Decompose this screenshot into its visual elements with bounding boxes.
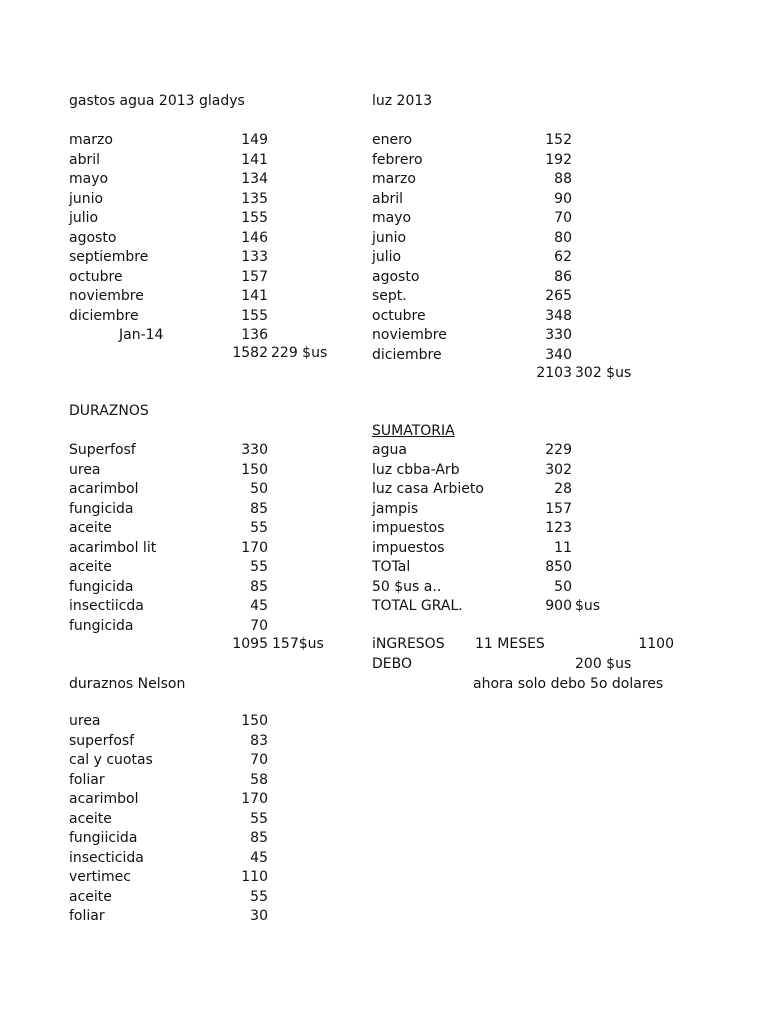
sumatoria-title: SUMATORIA (372, 423, 455, 439)
luz-title: luz 2013 (372, 93, 433, 109)
luz-row-value: 80 (554, 230, 572, 246)
agua-total: 1582 (232, 345, 268, 361)
luz-row-label: octubre (372, 308, 426, 324)
duraznos-row-value: 55 (250, 520, 268, 536)
sumatoria-row-label: 50 $us a.. (372, 579, 442, 595)
luz-row-value: 86 (554, 269, 572, 285)
luz-row-value: 62 (554, 249, 572, 265)
luz-row-value: 88 (554, 171, 572, 187)
nelson-row-value: 83 (250, 733, 268, 749)
agua-row-value: 149 (241, 132, 268, 148)
sumatoria-row-value: 157 (545, 501, 572, 517)
debt-note: ahora solo debo 5o dolares (473, 676, 664, 692)
nelson-title: duraznos Nelson (69, 676, 186, 692)
sumatoria-row-label: impuestos (372, 520, 445, 536)
nelson-row-value: 55 (250, 811, 268, 827)
agua-title: gastos agua 2013 gladys (69, 93, 245, 109)
sumatoria-row-label: TOTal (372, 559, 411, 575)
nelson-row-value: 110 (241, 869, 268, 885)
sumatoria-row-label: agua (372, 442, 407, 458)
duraznos-row-label: Superfosf (69, 442, 136, 458)
duraznos-row-value: 85 (250, 579, 268, 595)
duraznos-row-label: acarimbol lit (69, 540, 157, 556)
luz-row-label: mayo (372, 210, 412, 226)
duraznos-row-value: 150 (241, 462, 268, 478)
nelson-row-value: 150 (241, 713, 268, 729)
duraznos-row-value: 45 (250, 598, 268, 614)
luz-row-label: marzo (372, 171, 416, 187)
duraznos-row-value: 50 (250, 481, 268, 497)
duraznos-row-label: acarimbol (69, 481, 139, 497)
nelson-row-label: superfosf (69, 733, 135, 749)
duraznos-row-value: 85 (250, 501, 268, 517)
agua-row-label: mayo (69, 171, 109, 187)
agua-row-value: 136 (241, 327, 268, 343)
luz-row-value: 90 (554, 191, 572, 207)
agua-row-label: junio (69, 191, 104, 207)
sumatoria-row-value: 850 (545, 559, 572, 575)
luz-row-label: enero (372, 132, 413, 148)
agua-row-value: 146 (241, 230, 268, 246)
sumatoria-row-label: impuestos (372, 540, 445, 556)
nelson-row-label: foliar (69, 908, 105, 924)
agua-row-value: 134 (241, 171, 268, 187)
debo-value: 200 $us (575, 656, 632, 672)
debo-label: DEBO (372, 656, 413, 672)
luz-row-label: diciembre (372, 347, 442, 363)
duraznos-row-value: 170 (241, 540, 268, 556)
agua-row-label: noviembre (69, 288, 144, 304)
sumatoria-row-suffix: $us (575, 598, 601, 614)
luz-row-label: abril (372, 191, 404, 207)
luz-row-value: 152 (545, 132, 572, 148)
sumatoria-row-value: 302 (545, 462, 572, 478)
ingresos-label: iNGRESOS (372, 636, 445, 652)
luz-row-value: 348 (545, 308, 572, 324)
nelson-row-label: vertimec (69, 869, 131, 885)
nelson-row-label: aceite (69, 889, 112, 905)
agua-row-value: 141 (241, 288, 268, 304)
agua-total-usd: 229 $us (271, 345, 328, 361)
agua-row-label: marzo (69, 132, 113, 148)
sumatoria-row-value: 229 (545, 442, 572, 458)
duraznos-row-label: aceite (69, 559, 112, 575)
nelson-row-value: 45 (250, 850, 268, 866)
sumatoria-row-label: luz cbba-Arb (372, 462, 460, 478)
agua-row-label: agosto (69, 230, 117, 246)
nelson-row-label: fungiicida (69, 830, 138, 846)
agua-row-label: Jan-14 (119, 327, 164, 343)
ingresos-value: 1100 (638, 636, 674, 652)
nelson-row-label: urea (69, 713, 101, 729)
luz-row-label: sept. (372, 288, 407, 304)
sumatoria-row-value: 900 (545, 598, 572, 614)
nelson-row-value: 85 (250, 830, 268, 846)
nelson-row-label: foliar (69, 772, 105, 788)
duraznos-row-value: 330 (241, 442, 268, 458)
duraznos-row-value: 55 (250, 559, 268, 575)
nelson-row-label: insecticida (69, 850, 144, 866)
sumatoria-row-value: 28 (554, 481, 572, 497)
agua-row-value: 141 (241, 152, 268, 168)
luz-row-value: 192 (545, 152, 572, 168)
nelson-row-label: aceite (69, 811, 112, 827)
agua-row-label: diciembre (69, 308, 139, 324)
sumatoria-row-value: 50 (554, 579, 572, 595)
agua-row-value: 135 (241, 191, 268, 207)
duraznos-row-label: fungicida (69, 618, 134, 634)
luz-row-value: 265 (545, 288, 572, 304)
duraznos-row-label: urea (69, 462, 101, 478)
luz-row-label: agosto (372, 269, 420, 285)
luz-row-label: junio (372, 230, 407, 246)
nelson-row-value: 170 (241, 791, 268, 807)
duraznos-row-label: insectiicda (69, 598, 144, 614)
agua-row-label: abril (69, 152, 101, 168)
nelson-row-value: 58 (250, 772, 268, 788)
luz-row-value: 70 (554, 210, 572, 226)
nelson-row-value: 30 (250, 908, 268, 924)
duraznos-total-usd: 157$us (272, 636, 324, 652)
luz-total: 2103 (536, 365, 572, 381)
duraznos-row-value: 70 (250, 618, 268, 634)
luz-row-label: febrero (372, 152, 423, 168)
duraznos-total: 1095 (232, 636, 268, 652)
agua-row-value: 155 (241, 308, 268, 324)
sumatoria-row-value: 123 (545, 520, 572, 536)
duraznos-row-label: aceite (69, 520, 112, 536)
sumatoria-row-label: TOTAL GRAL. (372, 598, 463, 614)
nelson-row-value: 70 (250, 752, 268, 768)
agua-row-label: julio (69, 210, 99, 226)
nelson-row-label: acarimbol (69, 791, 139, 807)
nelson-row-label: cal y cuotas (69, 752, 153, 768)
duraznos-row-label: fungicida (69, 501, 134, 517)
sumatoria-row-label: luz casa Arbieto (372, 481, 484, 497)
agua-row-label: septiembre (69, 249, 149, 265)
luz-row-value: 330 (545, 327, 572, 343)
duraznos-title: DURAZNOS (69, 403, 149, 419)
nelson-row-value: 55 (250, 889, 268, 905)
duraznos-row-label: fungicida (69, 579, 134, 595)
agua-row-label: octubre (69, 269, 123, 285)
luz-row-value: 340 (545, 347, 572, 363)
luz-total-usd: 302 $us (575, 365, 632, 381)
sumatoria-row-label: jampis (372, 501, 419, 517)
sumatoria-row-value: 11 (554, 540, 572, 556)
agua-row-value: 157 (241, 269, 268, 285)
luz-row-label: noviembre (372, 327, 447, 343)
luz-row-label: julio (372, 249, 402, 265)
agua-row-value: 133 (241, 249, 268, 265)
agua-row-value: 155 (241, 210, 268, 226)
ingresos-period: 11 MESES (475, 636, 545, 652)
